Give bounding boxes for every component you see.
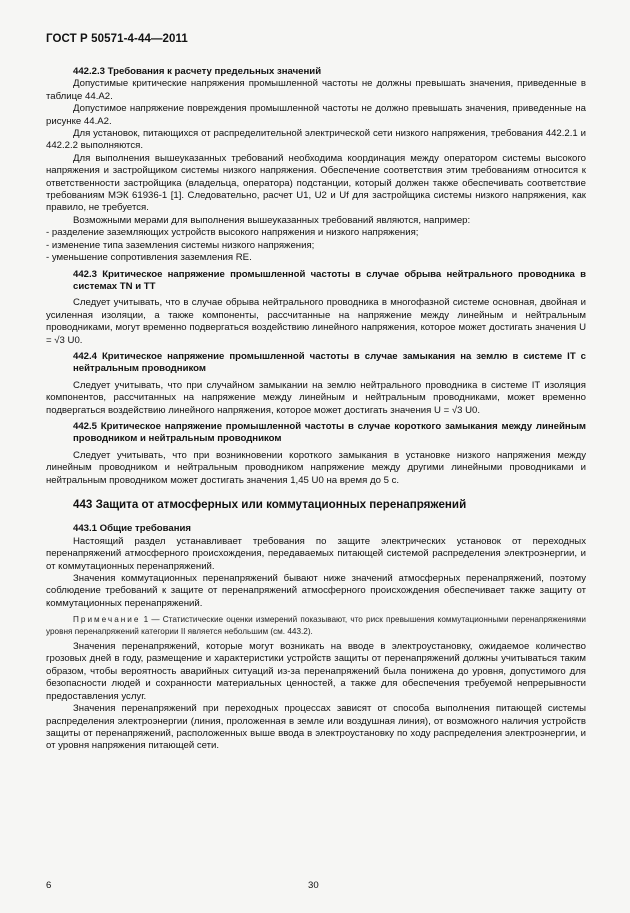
list-item: - разделение заземляющих устройств высокого напряжения и низкого напряжения; xyxy=(46,227,419,239)
paragraph: Значения перенапряжений, которые могут возникать на вводе в электроустановку, ожидаемое количество грозовых дней в году, размещение и характеристики устройств защиты от перенапряжений должны учитываться таким образом, чтобы вероятность аварийных ситуаций из-за перенапряжений была понижена до уровня, допустимого для безопасности людей и сохранности материальных ценностей, а также для обеспечения требуемой непрерывности предоставления услуг. xyxy=(46,641,586,702)
paragraph: Возможными мерами для выполнения вышеуказанных требований являются, например: xyxy=(73,214,471,226)
list-item: - уменьшение сопротивления заземления RE. xyxy=(46,252,252,264)
section-442-3-heading: 442.3 Критическое напряжение промышленной частоты в случае обрыва нейтрального проводника в системах TN и TT xyxy=(73,268,586,292)
paragraph: Значения коммутационных перенапряжений бывают ниже значений атмосферных перенапряжений, поэтому соблюдение требований к защите от перенапряжений атмосферного происхождения обеспечивает также защиту от коммутационных перенапряжений. xyxy=(46,573,586,609)
paragraph: Для установок, питающихся от распределительной электрической сети низкого напряжения, требования 442.2.1 и 442.2.2 выполняются. xyxy=(46,128,586,152)
section-442-2-3-heading: 442.2.3 Требования к расчету предельных значений xyxy=(73,66,322,77)
paragraph: Для выполнения вышеуказанных требований необходима координация между оператором системы высокого напряжения и застройщиком системы низкого напряжения. Обеспечение соответствия этим требованиям относится к ответственности застройщика (владельца, оператора) подстанции, который должен также обеспечивать соответствие требованиям МЭК 61936-1 [1]. Следовательно, расчет U1, U2 и Uf для застройщика системы низкого напряжения, как правило, не требуется. xyxy=(46,152,586,214)
footer-page-number-left: 6 xyxy=(46,880,52,891)
paragraph: Следует учитывать, что при случайном замыкании на землю нейтрального проводника в системе IT изоляция компонентов, рассчитанных на напряжение между линейным и нейтральным проводниками, может временно подвергаться воздействию линейного напряжения, которое может достигать значения U = √3 U0. xyxy=(46,379,586,416)
paragraph: Значения перенапряжений при переходных процессах зависят от способа выполнения питающей системы распределения электроэнергии (линия, проложенная в земле или воздушная линия), от возможного наличия устройств защиты от перенапряжений, расположенных выше ввода в электроустановку по ходу распределения электроэнергии, и от уровня напряжения питающей сети. xyxy=(46,703,586,752)
note-label: Примечание xyxy=(73,615,141,625)
paragraph: Настоящий раздел устанавливает требования по защите электрических установок от переходных перенапряжений атмосферного происхождения, передаваемых питающей системой распределения электроэнергии, и от коммутационных перенапряжений. xyxy=(46,535,586,572)
section-442-4-heading: 442.4 Критическое напряжение промышленной частоты в случае замыкания на землю в системе IT с нейтральным проводником xyxy=(73,350,586,375)
note-text: 1 — Статистические оценки измерений показывают, что риск превышения коммутационными перенапряжениями уровня перенапряжений категории II является небольшим (см. 443.2). xyxy=(46,615,586,636)
footer-page-number-center: 30 xyxy=(308,880,319,891)
document-body xyxy=(46,66,586,753)
paragraph: Следует учитывать, что в случае обрыва нейтрального проводника в многофазной системе основная, двойная и усиленная изоляции, а также компоненты, рассчитанные на напряжение между линейным и нейтральным проводниками, могут временно подвергаться воздействию линейного напряжения, которое может достигать значения U = √3 U0. xyxy=(46,297,586,346)
paragraph: Следует учитывать, что при возникновении короткого замыкания в установке низкого напряжения между линейным проводником и нейтральным проводником напряжение между другими линейными проводниками и нейтральным проводником может достигать значения 1,45 U0 на время до 5 с. xyxy=(46,449,586,486)
document-header: ГОСТ Р 50571-4-44—2011 xyxy=(46,33,188,45)
paragraph: Допустимое напряжение повреждения промышленной частоты не должно превышать значения, приведенные на рисунке 44.А2. xyxy=(46,103,586,127)
section-443-1-heading: 443.1 Общие требования xyxy=(73,523,192,535)
section-443-heading: 443 Защита от атмосферных или коммутационных перенапряжений xyxy=(73,498,467,511)
note xyxy=(46,614,586,637)
paragraph: Допустимые критические напряжения промышленной частоты не должны превышать значения, приведенные в таблице 44.А2. xyxy=(46,78,586,102)
section-442-5-heading: 442.5 Критическое напряжение промышленной частоты в случае короткого замыкания между линейным проводником и нейтральным проводником xyxy=(73,420,586,445)
list-item: - изменение типа заземления системы низкого напряжения; xyxy=(46,239,315,251)
